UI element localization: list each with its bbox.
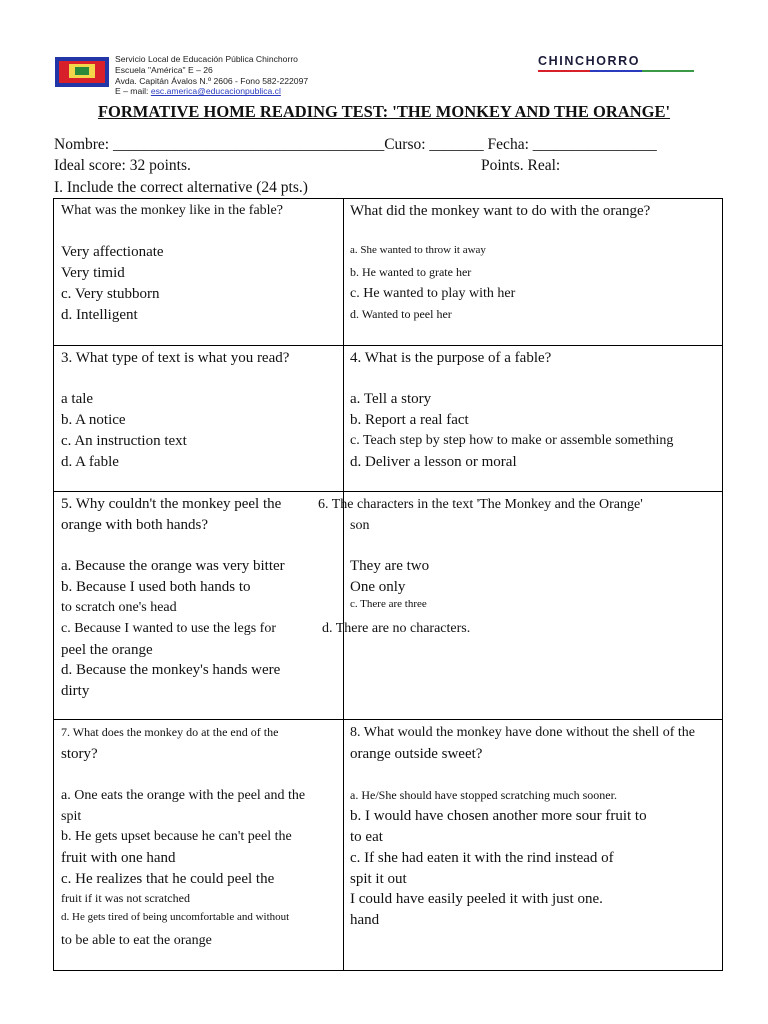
option-a[interactable]: Very affectionate [61, 244, 164, 260]
option-c[interactable]: c. Very stubborn [61, 286, 160, 302]
option-c[interactable]: c. He realizes that he could peel the [61, 871, 275, 887]
question-prompt: 7. What does the monkey do at the end of the [61, 725, 279, 739]
question-prompt-cont: son [350, 518, 370, 533]
brand-wordmark: CHINCHORRO [538, 54, 641, 68]
question-prompt: What was the monkey like in the fable? [61, 203, 283, 218]
question-prompt: 5. Why couldn't the monkey peel the [61, 496, 282, 512]
school-email-line [115, 86, 308, 97]
option-b[interactable]: b. I would have chosen another more sour fruit to [350, 808, 647, 824]
question-prompt-cont: orange outside sweet? [350, 746, 483, 762]
school-info-line: Escuela "América" E – 26 [115, 64, 213, 75]
option-a[interactable]: a. Because the orange was very bitter [61, 558, 285, 574]
option-d[interactable]: d. He gets tired of being uncomfortable and without [61, 911, 290, 923]
brand-color-bar [538, 70, 694, 72]
option-d[interactable]: d. A fable [61, 454, 119, 470]
option-b[interactable]: Very timid [61, 265, 125, 281]
option-b[interactable]: One only [350, 579, 406, 595]
option-d[interactable]: d. Wanted to peel her [350, 307, 452, 321]
question-prompt: 3. What type of text is what you read? [61, 350, 290, 366]
column-divider [343, 198, 344, 971]
school-logo [55, 57, 109, 87]
question-prompt: 6. The characters in the text 'The Monkey and the Orange' [318, 497, 643, 512]
option-d[interactable]: d. There are no characters. [322, 621, 471, 636]
option-b[interactable]: b. Because I used both hands to [61, 579, 251, 595]
question-prompt: 8. What would the monkey have done without the shell of the [350, 725, 696, 740]
option-d-cont: dirty [61, 683, 90, 699]
option-b[interactable]: b. He wanted to grate her [350, 265, 472, 279]
school-info-line: Avda. Capitán Ávalos N.º 2606 - Fono 582-222097 [115, 75, 309, 86]
option-d[interactable]: d. Deliver a lesson or moral [350, 454, 517, 470]
option-a[interactable]: They are two [350, 558, 430, 574]
option-c[interactable]: c. He wanted to play with her [350, 286, 516, 301]
option-a-cont: spit [61, 809, 82, 824]
option-d[interactable]: d. Because the monkey's hands were [61, 662, 281, 678]
row-divider [53, 719, 723, 720]
option-c-cont: peel the orange [61, 642, 153, 658]
option-b[interactable]: b. Report a real fact [350, 412, 469, 428]
option-d-cont: to be able to eat the orange [61, 933, 212, 948]
option-a[interactable]: a. He/She should have stopped scratching much sooner. [350, 788, 617, 802]
option-a[interactable]: a. She wanted to throw it away [350, 244, 486, 256]
question-prompt-cont: orange with both hands? [61, 517, 209, 533]
student-info-line[interactable]: Nombre: ___________________________________Curso: _______ Fecha: ________________ [54, 136, 657, 153]
row-divider [53, 345, 723, 346]
points-real: Points. Real: [481, 157, 561, 174]
question-prompt: What did the monkey want to do with the orange? [350, 203, 651, 219]
option-c[interactable]: c. Teach step by step how to make or assemble something [350, 433, 674, 448]
ideal-score: Ideal score: 32 points. [54, 157, 191, 174]
brand-logo [538, 55, 698, 72]
option-b[interactable]: b. A notice [61, 412, 126, 428]
option-d[interactable]: I could have easily peeled it with just one. [350, 891, 603, 907]
question-prompt-cont: story? [61, 746, 98, 762]
option-c-cont: spit it out [350, 871, 407, 887]
option-a[interactable]: a tale [61, 391, 94, 407]
option-d[interactable]: d. Intelligent [61, 307, 138, 323]
question-prompt: 4. What is the purpose of a fable? [350, 350, 552, 366]
option-c-cont: fruit if it was not scratched [61, 891, 190, 905]
option-c[interactable]: c. There are three [350, 598, 427, 610]
option-a[interactable]: a. One eats the orange with the peel and the [61, 788, 306, 803]
option-c[interactable]: c. An instruction text [61, 433, 187, 449]
section-heading: I. Include the correct alternative (24 pts.) [54, 179, 308, 196]
row-divider [53, 491, 723, 492]
page-title: FORMATIVE HOME READING TEST: 'THE MONKEY AND THE ORANGE' [97, 102, 671, 121]
option-b-cont: to scratch one's head [61, 600, 177, 615]
option-b-cont: to eat [350, 829, 383, 845]
option-c[interactable]: c. Because I wanted to use the legs for [61, 621, 276, 636]
option-b[interactable]: b. He gets upset because he can't peel the [61, 829, 292, 844]
school-info [115, 54, 308, 97]
option-b-cont: fruit with one hand [61, 850, 176, 866]
option-c[interactable]: c. If she had eaten it with the rind instead of [350, 850, 614, 866]
email-label: E – mail: [115, 86, 151, 97]
email-link[interactable]: esc.america@educacionpublica.cl [150, 86, 281, 97]
option-d-cont: hand [350, 912, 380, 928]
school-info-line: Servicio Local de Educación Pública Chinchorro [115, 54, 298, 64]
option-a[interactable]: a. Tell a story [350, 391, 432, 407]
